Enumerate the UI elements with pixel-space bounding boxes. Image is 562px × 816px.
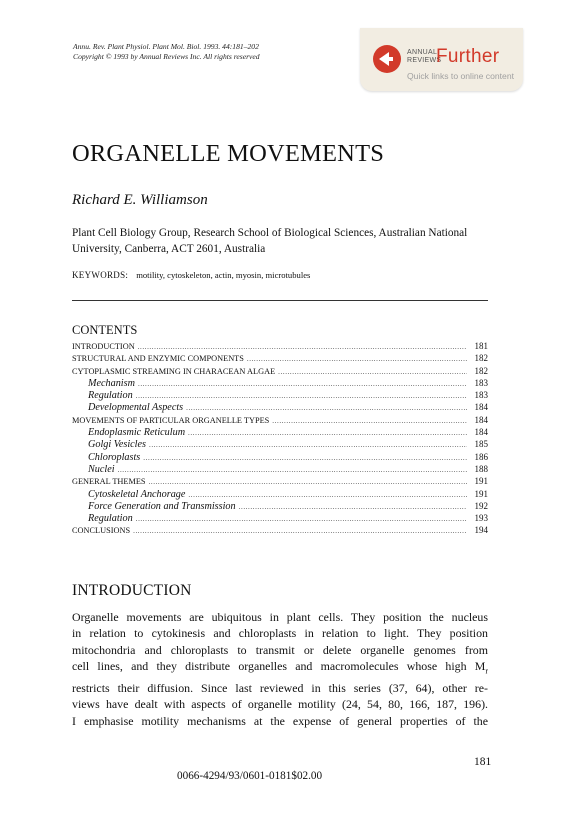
toc-entry-label: Force Generation and Transmission	[88, 500, 236, 512]
mr-subscript: r	[485, 666, 488, 676]
toc-entry-label: STRUCTURAL AND ENZYMIC COMPONENTS	[72, 354, 244, 364]
badge-further-label: Further	[436, 46, 500, 67]
journal-citation	[73, 42, 260, 62]
toc-leader-dots	[136, 392, 467, 400]
toc-leader-dots	[188, 491, 467, 499]
toc-entry-label: Golgi Vesicles	[88, 439, 146, 451]
toc-entry-label: CYTOPLASMIC STREAMING IN CHARACEAN ALGAE	[72, 366, 276, 376]
toc-entry[interactable]	[72, 402, 488, 414]
article-code: 0066-4294/93/0601-0181$02.00	[177, 770, 323, 782]
toc-leader-dots	[138, 343, 467, 351]
toc-leader-dots	[247, 355, 467, 363]
toc-entry-label: Endoplasmic Reticulum	[88, 427, 186, 439]
badge-subtitle: Quick links to online content	[407, 71, 515, 81]
keywords-terms: motility, cytoskeleton, actin, myosin, microtubules	[136, 270, 311, 280]
body-line-text: restricts their diffusion. Since last reviewed in this series (37, 64), other re-	[72, 681, 488, 695]
toc-entry-page: 182	[474, 353, 488, 364]
toc-entry[interactable]	[72, 525, 488, 537]
body-line-text: I emphasise motility mechanisms at the expense of general properties of the	[72, 713, 488, 728]
author-name: Richard E. Williamson	[72, 192, 208, 208]
body-line	[72, 625, 488, 641]
toc-entry-page: 185	[474, 439, 488, 450]
badge-annual-label: ANNUAL	[407, 49, 438, 56]
toc-entry[interactable]	[72, 439, 488, 451]
toc-entry-page: 194	[474, 525, 488, 536]
toc-leader-dots	[272, 417, 467, 425]
toc-leader-dots	[133, 527, 467, 535]
page-number: 181	[474, 756, 492, 768]
toc-entry-page: 188	[474, 463, 488, 474]
body-line	[72, 658, 488, 680]
toc-entry-page: 191	[474, 488, 488, 499]
article-title: ORGANELLE MOVEMENTS	[72, 140, 385, 167]
journal-line-2: Copyright © 1993 by Annual Reviews Inc. All rights reserved	[73, 52, 260, 61]
toc-entry-label: GENERAL THEMES	[72, 477, 146, 487]
toc-leader-dots	[118, 466, 467, 474]
toc-entry[interactable]	[72, 501, 488, 513]
toc-leader-dots	[186, 404, 467, 412]
toc-entry[interactable]	[72, 464, 488, 476]
body-line	[72, 713, 488, 729]
toc-entry[interactable]	[72, 378, 488, 390]
toc-leader-dots	[149, 478, 467, 486]
further-badge[interactable]	[360, 28, 523, 91]
toc-leader-dots	[138, 380, 467, 388]
toc-entry-label: Cytoskeletal Anchorage	[88, 488, 186, 500]
toc-entry-page: 182	[474, 365, 488, 376]
body-line-text: in relation to cytokinesis and chloroplasts in relation to light. They position	[72, 626, 488, 641]
toc-entry[interactable]	[72, 513, 488, 525]
toc-entry-label: CONCLUSIONS	[72, 526, 131, 536]
toc-entry-page: 186	[474, 451, 488, 462]
toc-entry-label: MOVEMENTS OF PARTICULAR ORGANELLE TYPES	[72, 415, 270, 425]
toc-entry[interactable]	[72, 341, 488, 353]
body-line	[72, 642, 488, 658]
toc-entry-page: 181	[474, 341, 488, 351]
toc-entry-label: Chloroplasts	[88, 451, 141, 463]
toc-leader-dots	[149, 441, 467, 449]
toc-entry-label: Nuclei	[88, 463, 115, 475]
toc-leader-dots	[136, 515, 467, 523]
toc-entry-page: 184	[474, 414, 488, 425]
section-heading: INTRODUCTION	[72, 582, 192, 599]
divider	[72, 300, 488, 301]
contents-heading: CONTENTS	[72, 323, 138, 337]
toc-entry-label: Mechanism	[88, 377, 135, 389]
body-line-text: Organelle movements are ubiquitous in plant cells. They position the nucleus	[72, 610, 488, 624]
toc-leader-dots	[143, 454, 467, 462]
toc-entry[interactable]	[72, 476, 488, 488]
arrow-icon	[373, 45, 401, 73]
toc-leader-dots	[278, 368, 467, 376]
toc-entry-label: Regulation	[88, 513, 133, 525]
body-line	[72, 680, 488, 696]
badge-reviews-label: REVIEWS	[407, 57, 442, 64]
toc-entry-label: INTRODUCTION	[72, 342, 135, 351]
table-of-contents	[72, 341, 488, 538]
journal-line-1: Annu. Rev. Plant Physiol. Plant Mol. Biol. 1993. 44:181–202	[73, 42, 259, 51]
toc-leader-dots	[188, 429, 467, 437]
body-text	[72, 609, 488, 729]
toc-entry[interactable]	[72, 427, 488, 439]
body-line	[72, 696, 488, 712]
toc-entry-label: Regulation	[88, 390, 133, 402]
toc-entry-label: Developmental Aspects	[88, 402, 184, 414]
body-line-text: views have dealt with aspects of organelle motility (24, 54, 80, 166, 187, 196).	[72, 697, 488, 712]
affiliation: Plant Cell Biology Group, Research School of Biological Sciences, Australian National University, Canberra, ACT 2601, Australia	[72, 227, 468, 255]
toc-entry[interactable]	[72, 415, 488, 427]
toc-entry-page: 183	[474, 390, 488, 401]
toc-entry[interactable]	[72, 390, 488, 402]
toc-entry[interactable]	[72, 353, 488, 365]
toc-entry-page: 184	[474, 402, 488, 413]
keywords	[72, 270, 310, 280]
toc-entry[interactable]	[72, 366, 488, 378]
toc-leader-dots	[239, 503, 467, 511]
toc-entry-page: 191	[474, 476, 488, 487]
toc-entry-page: 193	[474, 513, 488, 524]
toc-entry-page: 184	[474, 427, 488, 438]
body-line-text: mitochondria and chloroplasts to transmit or delete organelle genomes from	[72, 642, 488, 657]
body-line	[72, 609, 488, 625]
toc-entry-page: 192	[474, 500, 488, 511]
toc-entry-page: 183	[474, 377, 488, 388]
body-line-text: cell lines, and they distribute organelles and macromolecules whose high M	[72, 659, 486, 674]
keywords-label: KEYWORDS:	[72, 270, 129, 280]
toc-entry[interactable]	[72, 452, 488, 464]
toc-entry[interactable]	[72, 489, 488, 501]
